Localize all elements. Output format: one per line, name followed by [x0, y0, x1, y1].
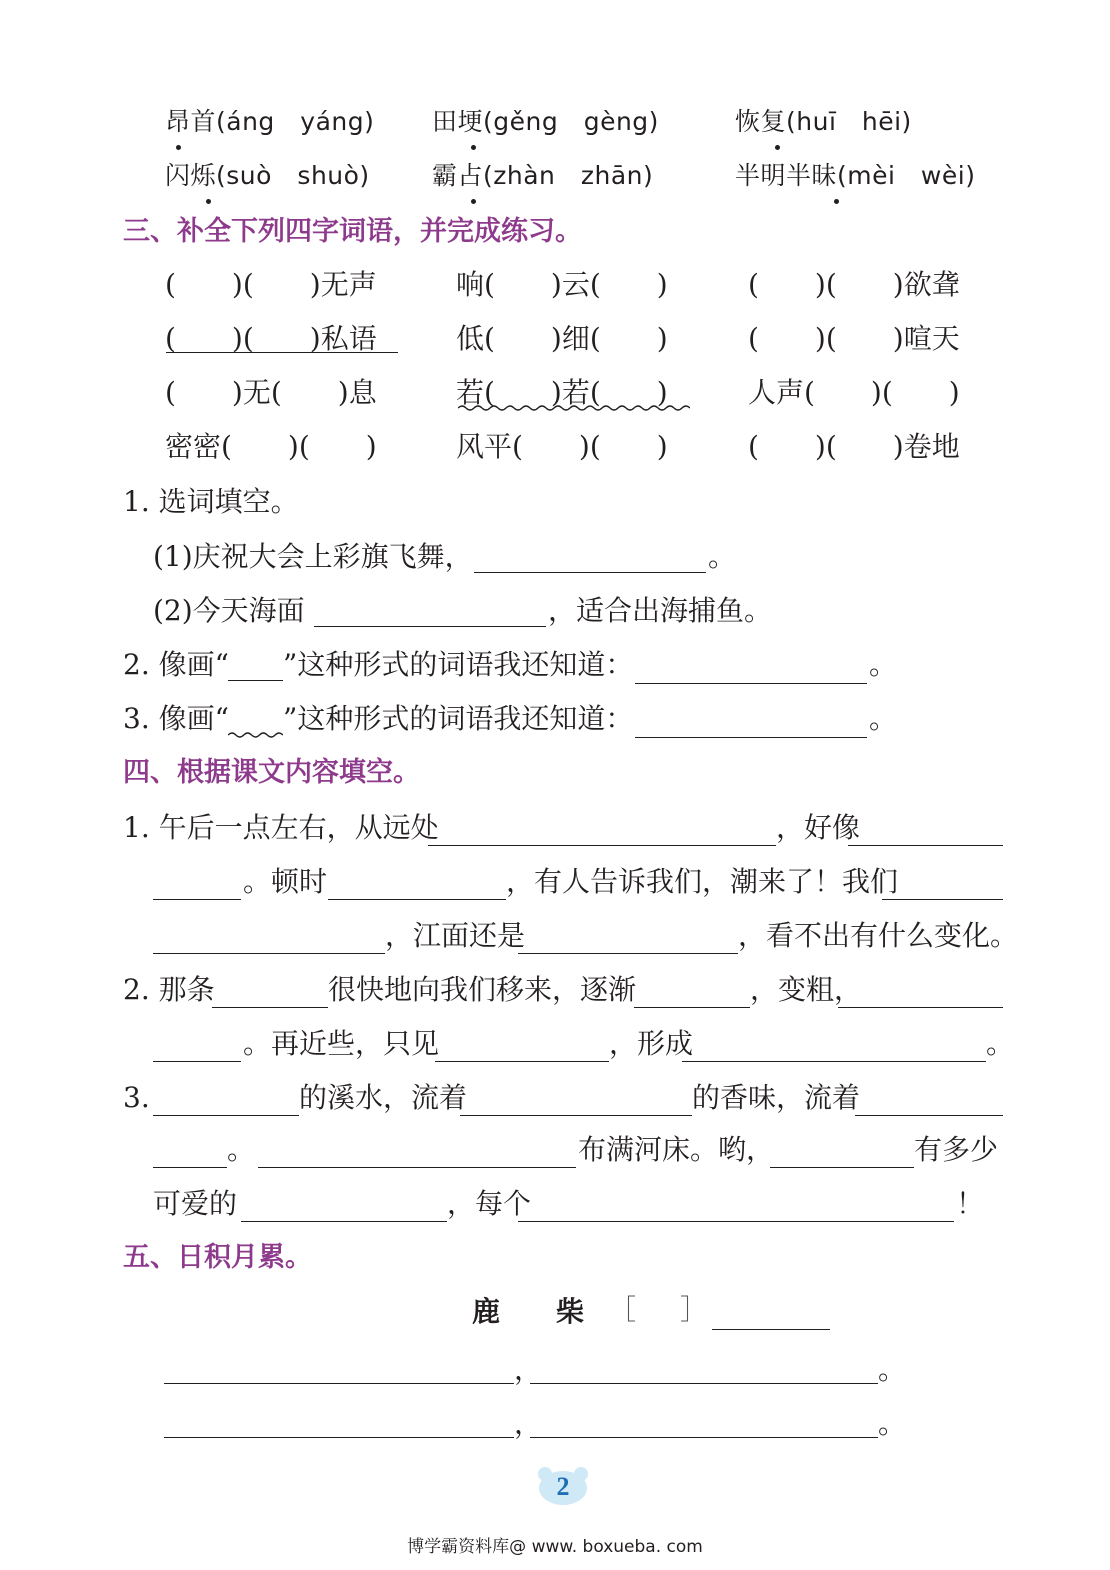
answer-line[interactable] [153, 899, 241, 900]
pinyin-word-bazhan: 霸占(zhàn zhān) [432, 161, 654, 190]
fill-4-4a: 2. 那条 [123, 973, 215, 1006]
fill-4-1b: ，好像 [776, 811, 861, 844]
idiom-blank: 低( )细( ) [456, 322, 668, 355]
answer-line[interactable] [153, 953, 385, 954]
pinyin-word-shanshuo: 闪烁(suò shuò) [165, 161, 370, 190]
footer-watermark: 博学霸资料库@ www. boxueba. com [407, 1537, 703, 1557]
idiom-blank: 若( )若( ) [456, 376, 668, 409]
emphasis-dot [834, 199, 839, 204]
punct: 。 [878, 1353, 907, 1386]
section-title-5: 五、日积月累。 [123, 1242, 312, 1273]
answer-line[interactable] [153, 1115, 299, 1116]
emphasis-dot [471, 145, 476, 150]
fill-4-6a: 3. [123, 1081, 150, 1114]
fill-4-7b: 布满河床。哟， [578, 1133, 775, 1166]
answer-line[interactable] [153, 1061, 241, 1062]
fill-4-5c: 。 [986, 1027, 1015, 1060]
bracket-open: ［ [608, 1293, 637, 1326]
answer-line[interactable] [518, 953, 738, 954]
pinyin-word-angshou: 昂首(áng yáng) [165, 107, 375, 136]
question-3-2: 2. 像画“ [123, 648, 229, 681]
fill-4-3a: ，江面还是 [385, 919, 526, 952]
pinyin-word-banmingbanmei: 半明半昧(mèi wèi) [735, 161, 976, 190]
idiom-blank: ( )无( )息 [165, 376, 377, 409]
idiom-blank: ( )( )欲聋 [748, 268, 960, 301]
answer-line[interactable] [328, 899, 506, 900]
emphasis-dot [176, 145, 181, 150]
idiom-blank: ( )( )卷地 [748, 430, 960, 463]
question-3-1-1: (1)庆祝大会上彩旗飞舞， [153, 540, 473, 573]
fill-4-2b: ，有人告诉我们，潮来了！我们 [506, 865, 899, 898]
fill-4-6b: 的溪水，流着 [299, 1081, 468, 1114]
punct: 。 [869, 648, 898, 681]
fill-4-5a: 。再近些，只见 [243, 1027, 440, 1060]
answer-line[interactable] [435, 1061, 609, 1062]
idiom-blank: ( )( )私语 [165, 322, 377, 355]
fill-4-4c: ，变粗， [750, 973, 863, 1006]
fill-4-6c: 的香味，流着 [692, 1081, 861, 1114]
answer-line[interactable] [428, 845, 776, 846]
answer-line[interactable] [882, 899, 1003, 900]
answer-line[interactable] [460, 1115, 692, 1116]
question-3-3: 3. 像画“ [123, 702, 229, 735]
answer-line[interactable] [635, 683, 867, 684]
answer-line[interactable] [838, 1007, 1003, 1008]
pinyin-word-huifu: 恢复(huī hēi) [735, 107, 912, 136]
bracket-close: ］ [680, 1293, 709, 1326]
poem-line[interactable] [164, 1383, 514, 1384]
answer-line[interactable] [855, 1115, 1003, 1116]
poem-line[interactable] [164, 1437, 514, 1438]
idiom-blank: ( )( )无声 [165, 268, 377, 301]
fill-4-7a: 。 [227, 1133, 256, 1166]
punct: 。 [878, 1407, 907, 1440]
fill-4-8b: ，每个 [447, 1187, 532, 1220]
straight-underline-sample [228, 680, 283, 681]
poet-answer-line[interactable] [712, 1329, 830, 1330]
answer-line[interactable] [241, 1221, 447, 1222]
punct: 。 [869, 702, 898, 735]
emphasis-dot [206, 199, 211, 204]
fill-4-3b: ，看不出有什么变化。 [738, 919, 1019, 952]
wavy-underline-sample [228, 731, 283, 739]
wavy-underline-mark [458, 404, 690, 412]
question-3-3-text: ”这种形式的词语我还知道： [283, 702, 634, 735]
answer-line[interactable] [212, 1007, 328, 1008]
idiom-blank: ( )( )喧天 [748, 322, 960, 355]
answer-line[interactable] [634, 1007, 750, 1008]
answer-line[interactable] [518, 1221, 954, 1222]
fill-4-1a: 1. 午后一点左右，从远处 [123, 811, 439, 844]
punct: 。 [708, 540, 737, 573]
emphasis-dot [471, 199, 476, 204]
section-title-4: 四、根据课文内容填空。 [123, 757, 420, 788]
answer-line[interactable] [474, 572, 706, 573]
pinyin-word-tiangeng: 田埂(gěng gèng) [432, 107, 659, 136]
answer-line[interactable] [770, 1167, 914, 1168]
idiom-blank: 人声( )( ) [748, 376, 960, 409]
idiom-blank: 密密( )( ) [165, 430, 377, 463]
fill-4-7c: 有多少 [914, 1133, 999, 1166]
fill-4-8c: ！ [956, 1187, 985, 1220]
fill-4-5b: ，形成 [609, 1027, 694, 1060]
answer-line[interactable] [258, 1167, 576, 1168]
poem-line[interactable] [530, 1383, 878, 1384]
answer-line[interactable] [635, 737, 867, 738]
fill-4-8a: 可爱的 [153, 1187, 238, 1220]
fill-4-4b: 很快地向我们移来，逐渐 [328, 973, 637, 1006]
page-number: 2 [556, 1472, 570, 1501]
question-3-2-text: ”这种形式的词语我还知道： [283, 648, 634, 681]
punct: ， [514, 1407, 543, 1440]
answer-line[interactable] [682, 1061, 986, 1062]
answer-line[interactable] [314, 626, 546, 627]
question-3-1-2: (2)今天海面 [153, 594, 305, 627]
idiom-blank: 风平( )( ) [456, 430, 668, 463]
emphasis-dot [775, 145, 780, 150]
straight-underline-mark [166, 352, 398, 353]
poem-line[interactable] [530, 1437, 878, 1438]
punct: ，适合出海捕鱼。 [548, 594, 773, 627]
question-3-1: 1. 选词填空。 [123, 485, 299, 518]
punct: ， [514, 1353, 543, 1386]
poem-title: 鹿 柴 [472, 1295, 585, 1328]
section-title-3: 三、补全下列四字词语，并完成练习。 [123, 216, 582, 247]
answer-line[interactable] [153, 1167, 227, 1168]
answer-line[interactable] [848, 845, 1003, 846]
fill-4-2a: 。顿时 [243, 865, 328, 898]
idiom-blank: 响( )云( ) [456, 268, 668, 301]
